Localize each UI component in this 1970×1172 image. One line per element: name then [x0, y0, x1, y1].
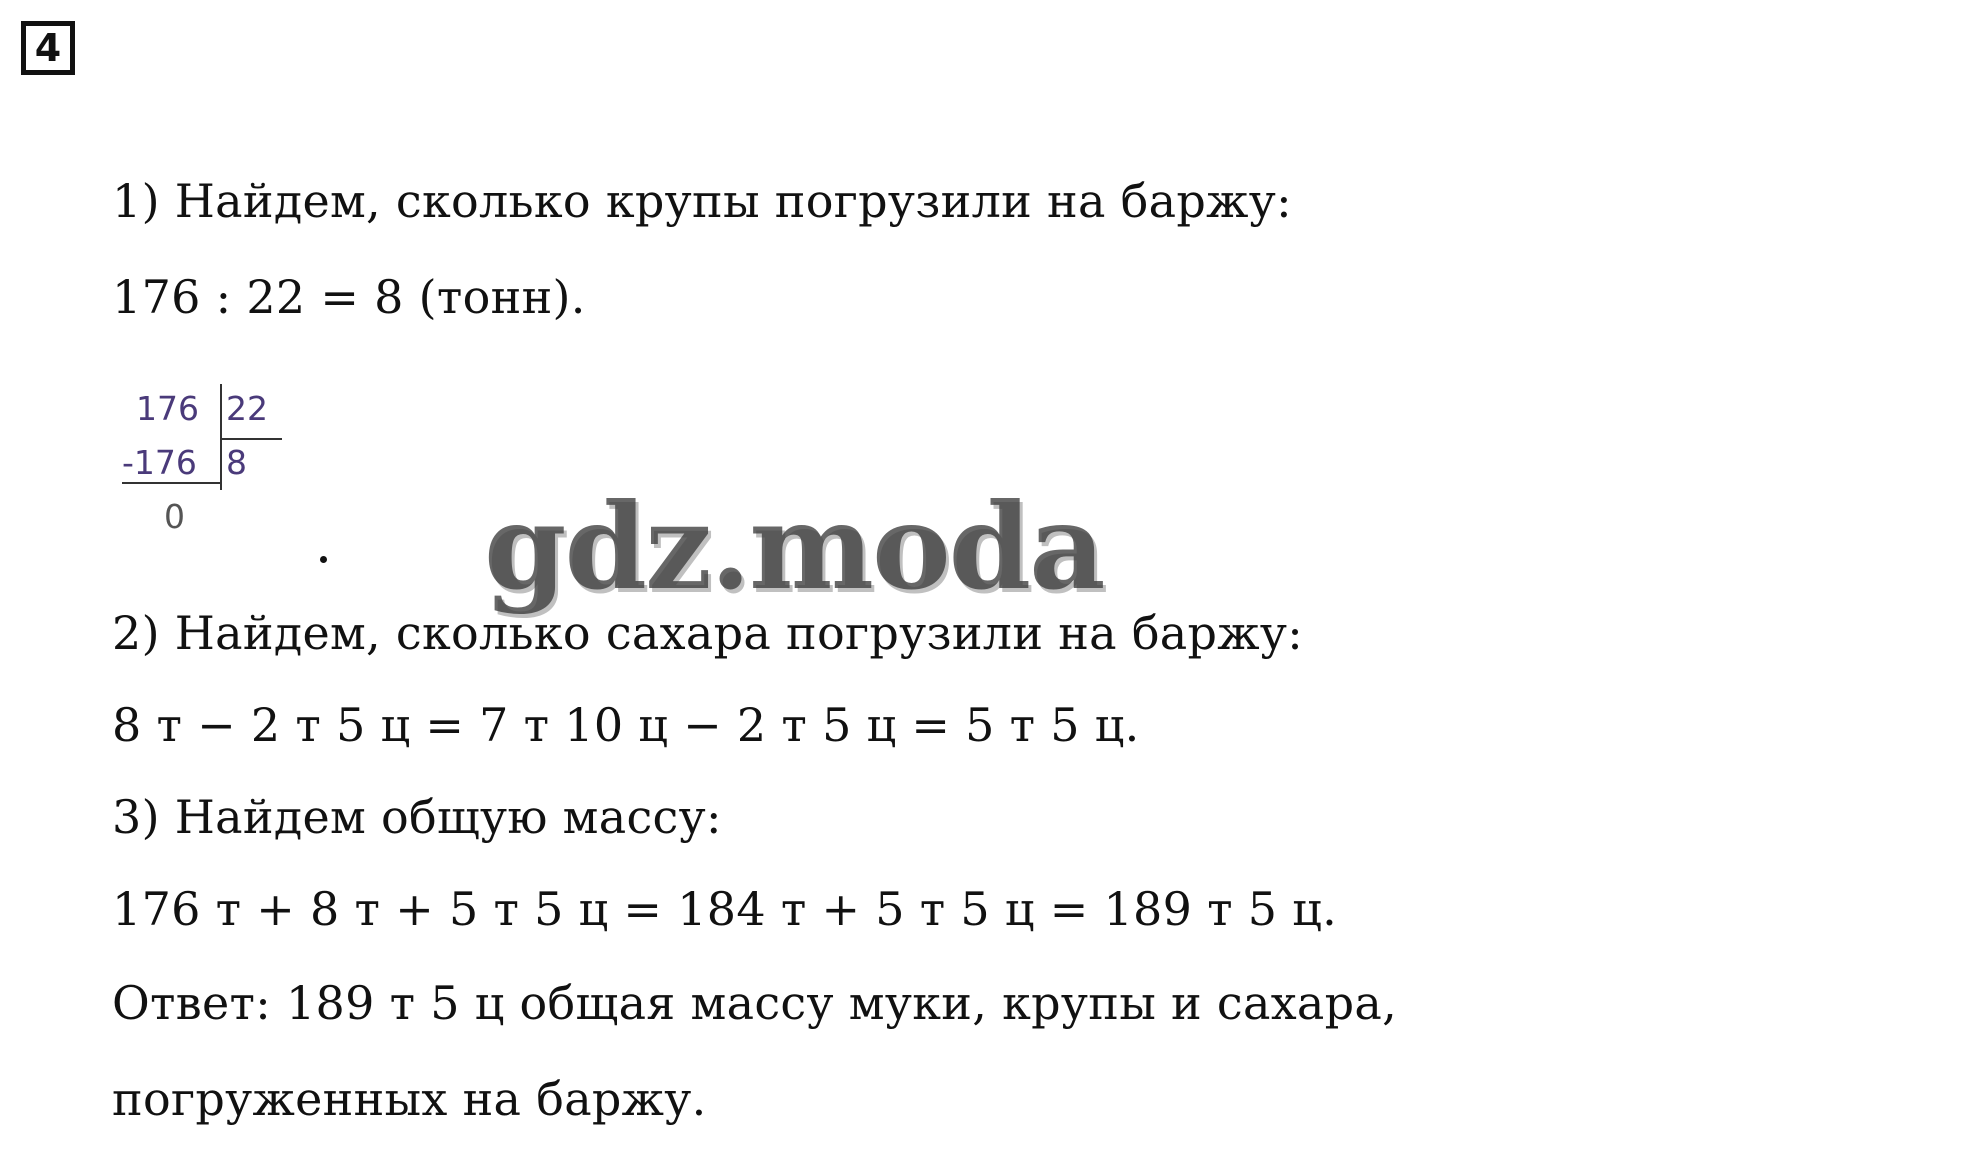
- step1-title: 1) Найдем, сколько крупы погрузили на баржу:: [112, 174, 1292, 228]
- answer-line-1: Ответ: 189 т 5 ц общая массу муки, крупы и сахара,: [112, 976, 1398, 1030]
- long-division-subtract-underline: [122, 482, 220, 484]
- long-division-subtrahend: -176: [122, 443, 197, 482]
- long-division-divisor-underline: [222, 438, 282, 440]
- long-division-quotient: 8: [226, 443, 247, 482]
- answer-line-2: погруженных на баржу.: [112, 1072, 707, 1126]
- long-division-dividend: 176: [136, 389, 199, 428]
- long-division: [118, 384, 288, 544]
- step2-calculation: 8 т − 2 т 5 ц = 7 т 10 ц − 2 т 5 ц = 5 т 5 ц.: [112, 698, 1140, 752]
- step1-calculation: 176 : 22 = 8 (тонн).: [112, 270, 586, 324]
- step2-title: 2) Найдем, сколько сахара погрузили на баржу:: [112, 606, 1304, 660]
- long-division-vertical-line: [220, 384, 222, 490]
- long-division-divisor: 22: [226, 389, 268, 428]
- stray-dot: [320, 556, 327, 563]
- step3-calculation: 176 т + 8 т + 5 т 5 ц = 184 т + 5 т 5 ц = 189 т 5 ц.: [112, 882, 1338, 936]
- task-number-badge: 4: [21, 21, 75, 75]
- long-division-remainder: 0: [164, 497, 185, 536]
- step3-title: 3) Найдем общую массу:: [112, 790, 722, 844]
- watermark-logo: gdz.moda: [484, 477, 1104, 616]
